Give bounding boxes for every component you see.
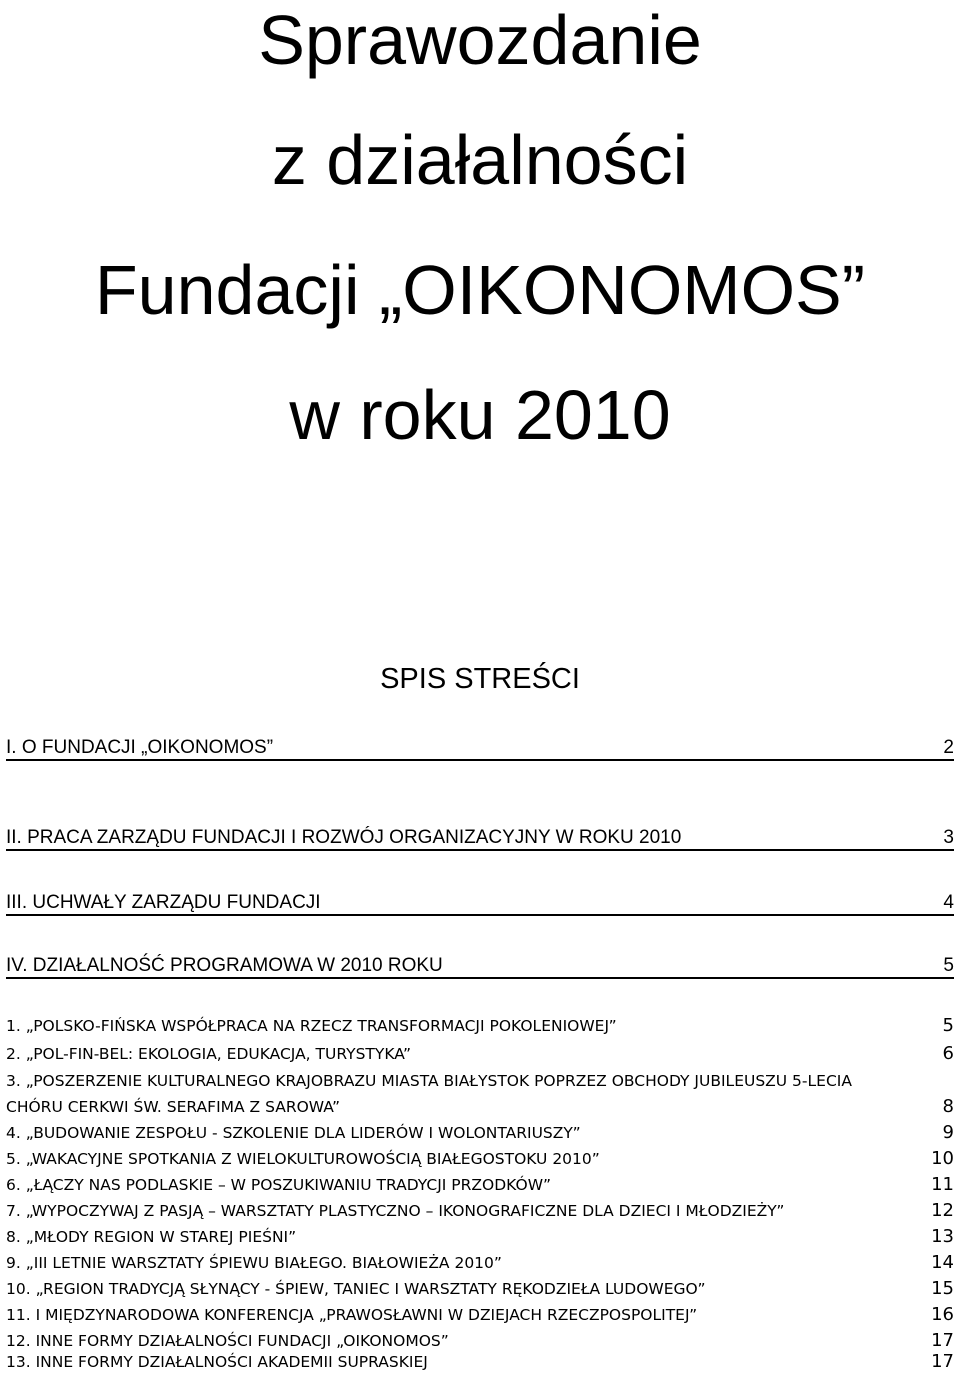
- toc-item-page: 8: [942, 1096, 954, 1117]
- toc-item-title: 5. „WAKACYJNE SPOTKANIA Z WIELOKULTUROWOŚCIĄ BIAŁEGOSTOKU 2010”: [6, 1150, 600, 1168]
- toc-item-title: 10. „REGION TRADYCJĄ SŁYNĄCY - ŚPIEW, TANIEC I WARSZTATY RĘKODZIEŁA LUDOWEGO”: [6, 1280, 706, 1298]
- toc-section-title: I. O FUNDACJI „OIKONOMOS”: [6, 737, 274, 758]
- toc-item-title: 6. „ŁĄCZY NAS PODLASKIE – W POSZUKIWANIU TRADYCJI PRZODKÓW”: [6, 1176, 552, 1194]
- toc-item-page: 9: [942, 1122, 954, 1143]
- document-title-line-4: w roku 2010: [289, 376, 671, 454]
- toc-item-3-line-1[interactable]: 3. „POSZERZENIE KULTURALNEGO KRAJOBRAZU MIASTA BIAŁYSTOK POPRZEZ OBCHODY JUBILEUSZU 5-LECIA: [6, 1072, 852, 1090]
- toc-item-title: 7. „WYPOCZYWAJ Z PASJĄ – WARSZTATY PLASTYCZNO – IKONOGRAFICZNE DLA DZIECI I MŁODZIEŻY”: [6, 1202, 785, 1220]
- toc-item-title: 2. „POL-FIN-BEL: EKOLOGIA, EDUKACJA, TURYSTYKA”: [6, 1045, 411, 1063]
- toc-section-1[interactable]: [6, 735, 954, 761]
- toc-item-title: 11. I MIĘDZYNARODOWA KONFERENCJA „PRAWOSŁAWNI W DZIEJACH RZECZPOSPOLITEJ”: [6, 1306, 698, 1324]
- toc-section-title: II. PRACA ZARZĄDU FUNDACJI I ROZWÓJ ORGANIZACYJNY W ROKU 2010: [6, 827, 682, 848]
- toc-section-page: 5: [943, 955, 954, 976]
- toc-item-title: 8. „MŁODY REGION W STAREJ PIEŚNI”: [6, 1228, 297, 1246]
- toc-item-title: 12. INNE FORMY DZIAŁALNOŚCI FUNDACJI „OIKONOMOS”: [6, 1332, 449, 1350]
- toc-section-title: III. UCHWAŁY ZARZĄDU FUNDACJI: [6, 892, 321, 913]
- document-title-line-1: Sprawozdanie: [258, 1, 702, 79]
- toc-item-page: 13: [931, 1226, 954, 1247]
- toc-item-page: 14: [931, 1252, 954, 1273]
- toc-section-2[interactable]: [6, 825, 954, 851]
- toc-item-page: 12: [931, 1200, 954, 1221]
- toc-item-page: 17: [931, 1330, 954, 1351]
- toc-item-page: 11: [931, 1174, 954, 1195]
- document-title-line-2: z działalności: [271, 121, 689, 199]
- toc-section-page: 2: [943, 737, 954, 758]
- document-title-line-3: Fundacji „OIKONOMOS”: [94, 251, 866, 329]
- toc-item-page: 17: [931, 1351, 954, 1372]
- toc-section-3[interactable]: [6, 890, 954, 916]
- toc-section-4[interactable]: [6, 953, 954, 979]
- toc-item-page: 10: [931, 1148, 954, 1169]
- toc-section-page: 4: [943, 892, 954, 913]
- toc-item-page: 16: [931, 1304, 954, 1325]
- toc-item-page: 5: [942, 1015, 954, 1036]
- toc-heading: SPIS STREŚCI: [380, 663, 580, 695]
- toc-section-title: IV. DZIAŁALNOŚĆ PROGRAMOWA W 2010 ROKU: [6, 955, 443, 976]
- toc-item-title: 4. „BUDOWANIE ZESPOŁU - SZKOLENIE DLA LIDERÓW I WOLONTARIUSZY”: [6, 1124, 581, 1142]
- toc-section-page: 3: [943, 827, 954, 848]
- toc-item-title: 9. „III LETNIE WARSZTATY ŚPIEWU BIAŁEGO. BIAŁOWIEŻA 2010”: [6, 1254, 502, 1272]
- toc-item-title: 13. INNE FORMY DZIAŁALNOŚCI AKADEMII SUPRASKIEJ: [6, 1353, 428, 1371]
- toc-item-title: 1. „POLSKO-FIŃSKA WSPÓŁPRACA NA RZECZ TRANSFORMACJI POKOLENIOWEJ”: [6, 1017, 617, 1035]
- toc-item-page: 15: [931, 1278, 954, 1299]
- toc-item-title: CHÓRU CERKWI ŚW. SERAFIMA Z SAROWA”: [6, 1098, 340, 1116]
- toc-item-page: 6: [942, 1043, 954, 1064]
